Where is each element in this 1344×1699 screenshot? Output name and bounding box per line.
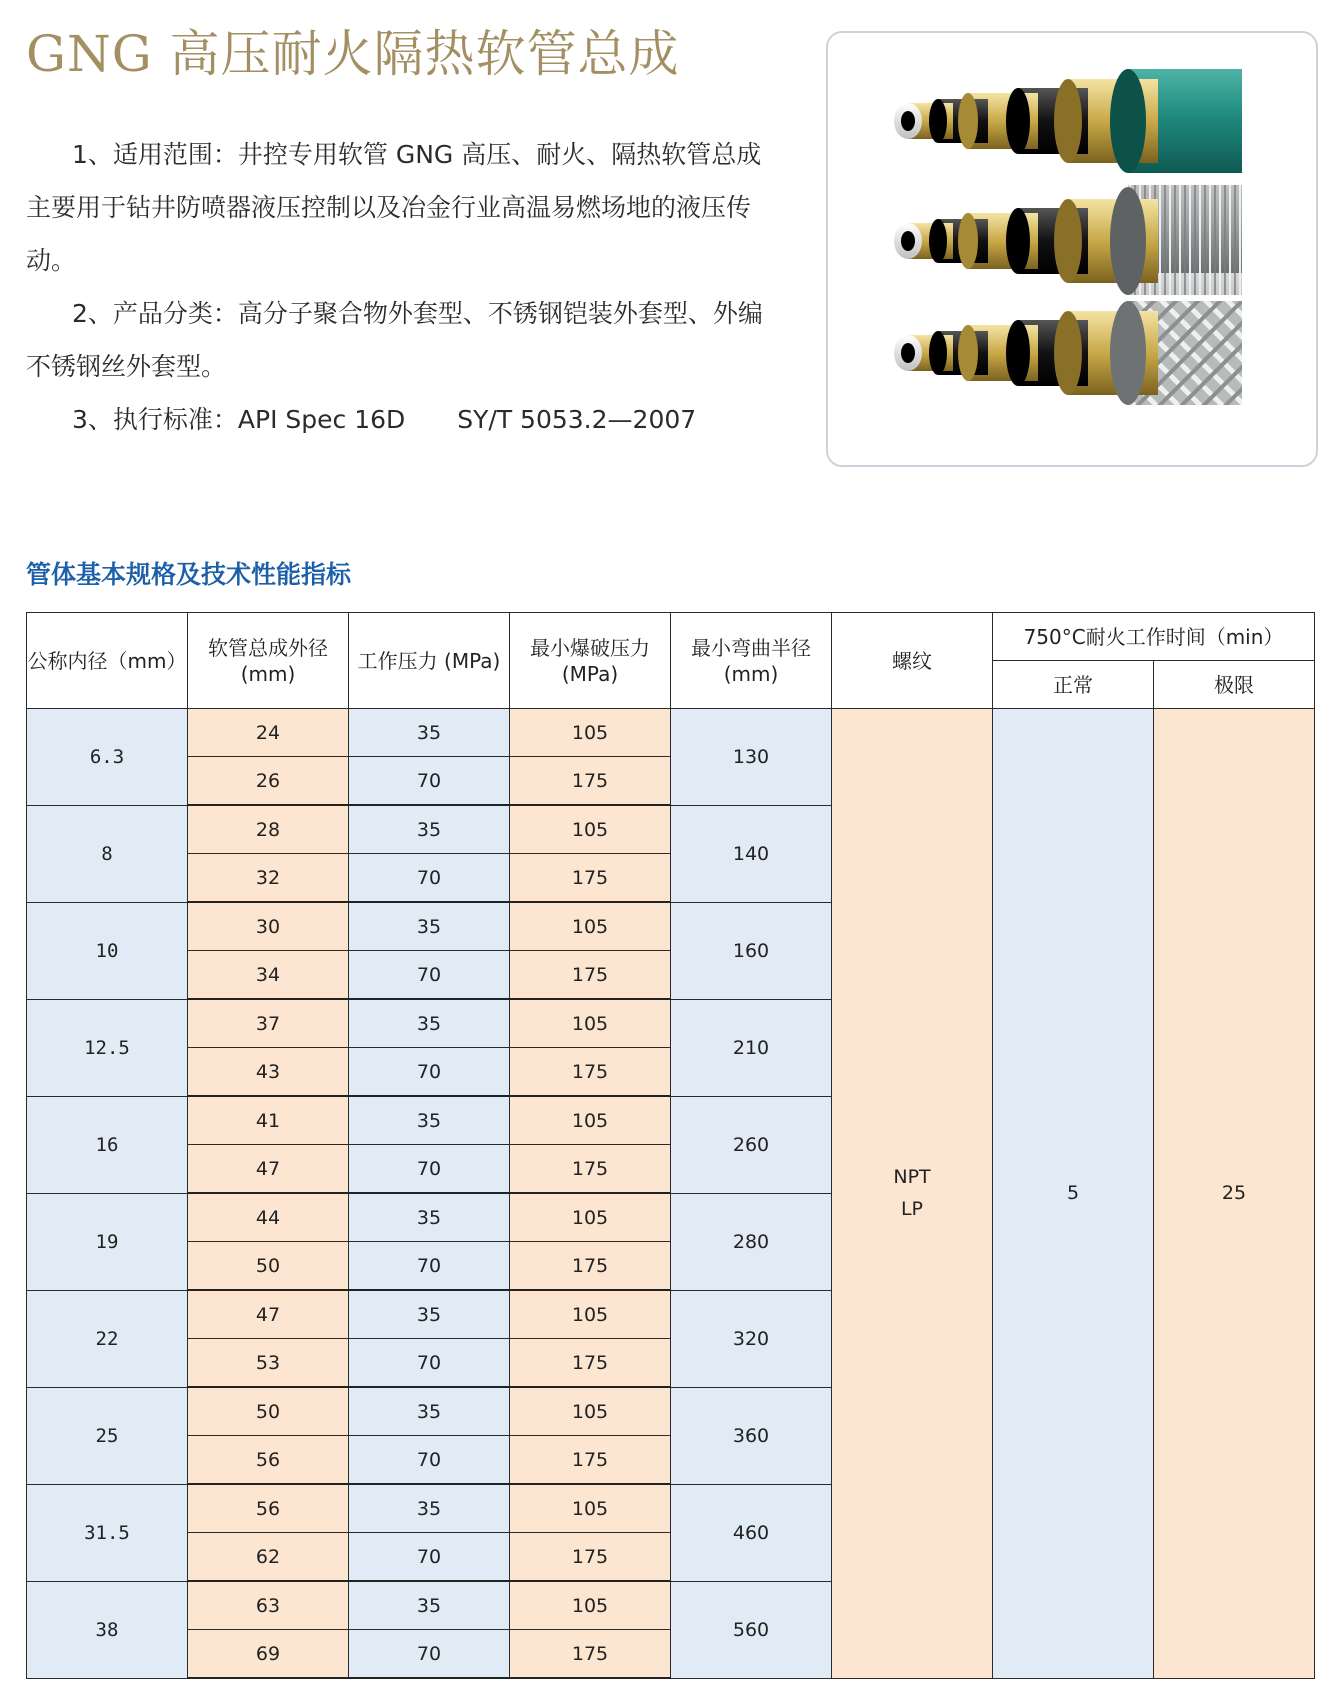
cell-burst-pressure: 105 — [510, 902, 671, 951]
cell-outer-diameter: 62 — [188, 1533, 349, 1582]
cell-working-pressure: 35 — [349, 805, 510, 854]
standard-api: 3、执行标准：API Spec 16D — [72, 405, 406, 434]
cell-burst-pressure: 175 — [510, 1242, 671, 1291]
cell-burst-pressure: 175 — [510, 854, 671, 903]
cell-fire-limit: 25 — [1154, 709, 1315, 1679]
cell-working-pressure: 70 — [349, 1339, 510, 1388]
cell-working-pressure: 70 — [349, 1630, 510, 1679]
cell-outer-diameter: 34 — [188, 951, 349, 1000]
cell-burst-pressure: 175 — [510, 951, 671, 1000]
cell-burst-pressure: 105 — [510, 1290, 671, 1339]
cell-bend-radius: 320 — [671, 1290, 832, 1387]
cell-working-pressure: 70 — [349, 1242, 510, 1291]
table-row — [27, 709, 1315, 757]
cell-nominal-id: 10 — [27, 902, 188, 999]
cell-nominal-id: 25 — [27, 1387, 188, 1484]
cell-burst-pressure: 105 — [510, 1387, 671, 1436]
cell-outer-diameter: 26 — [188, 757, 349, 806]
intro-scope: 1、适用范围：井控专用软管 GNG 高压、耐火、隔热软管总成主要用于钻井防喷器液压控制以及冶金行业高温易燃场地的液压传动。 — [26, 140, 762, 275]
header-burst-pressure: 最小爆破压力 (MPa) — [510, 613, 671, 709]
section-title: 管体基本规格及技术性能指标 — [26, 560, 352, 589]
cell-outer-diameter: 37 — [188, 999, 349, 1048]
header-limit: 极限 — [1154, 661, 1315, 709]
cell-burst-pressure: 175 — [510, 1630, 671, 1679]
cell-working-pressure: 70 — [349, 1048, 510, 1097]
cell-working-pressure: 70 — [349, 757, 510, 806]
cell-outer-diameter: 50 — [188, 1387, 349, 1436]
cell-nominal-id: 8 — [27, 805, 188, 902]
header-bend-radius: 最小弯曲半径 (mm) — [671, 613, 832, 709]
hose-illustration — [828, 33, 1316, 465]
cell-bend-radius: 560 — [671, 1581, 832, 1678]
cell-burst-pressure: 175 — [510, 757, 671, 806]
cell-outer-diameter: 28 — [188, 805, 349, 854]
header-normal: 正常 — [993, 661, 1154, 709]
cell-outer-diameter: 50 — [188, 1242, 349, 1291]
cell-burst-pressure: 175 — [510, 1339, 671, 1388]
cell-working-pressure: 70 — [349, 1145, 510, 1194]
standard-sy: SY/T 5053.2—2007 — [457, 405, 697, 434]
cell-working-pressure: 35 — [349, 1193, 510, 1242]
intro-classification: 2、产品分类：高分子聚合物外套型、不锈钢铠装外套型、外编不锈钢丝外套型。 — [26, 299, 763, 381]
cell-outer-diameter: 56 — [188, 1484, 349, 1533]
hose-braided — [894, 301, 1242, 405]
cell-nominal-id: 19 — [27, 1193, 188, 1290]
hose-polymer — [894, 69, 1242, 173]
cell-working-pressure: 35 — [349, 1096, 510, 1145]
thread-type-npt: NPT — [893, 1166, 931, 1189]
cell-outer-diameter: 43 — [188, 1048, 349, 1097]
cell-working-pressure: 70 — [349, 1533, 510, 1582]
cell-outer-diameter: 32 — [188, 854, 349, 903]
cell-burst-pressure: 105 — [510, 1484, 671, 1533]
cell-bend-radius: 160 — [671, 902, 832, 999]
cell-burst-pressure: 105 — [510, 1581, 671, 1630]
cell-working-pressure: 35 — [349, 1387, 510, 1436]
cell-bend-radius: 130 — [671, 709, 832, 806]
cell-bend-radius: 360 — [671, 1387, 832, 1484]
cell-working-pressure: 35 — [349, 1290, 510, 1339]
cell-nominal-id: 16 — [27, 1096, 188, 1193]
cell-burst-pressure: 105 — [510, 805, 671, 854]
header-fire-time: 750°C耐火工作时间（min） — [993, 613, 1315, 661]
header-thread: 螺纹 — [832, 613, 993, 709]
cell-nominal-id: 22 — [27, 1290, 188, 1387]
cell-working-pressure: 70 — [349, 1436, 510, 1485]
spec-table — [26, 612, 1315, 1679]
cell-outer-diameter: 47 — [188, 1290, 349, 1339]
cell-outer-diameter: 41 — [188, 1096, 349, 1145]
cell-outer-diameter: 56 — [188, 1436, 349, 1485]
cell-burst-pressure: 175 — [510, 1533, 671, 1582]
cell-burst-pressure: 105 — [510, 1096, 671, 1145]
cell-thread — [832, 709, 993, 1679]
header-outer-diameter: 软管总成外径 (mm) — [188, 613, 349, 709]
cell-outer-diameter: 63 — [188, 1581, 349, 1630]
cell-burst-pressure: 105 — [510, 1193, 671, 1242]
header-nominal-id: 公称内径（mm） — [27, 613, 188, 709]
cell-bend-radius: 460 — [671, 1484, 832, 1581]
cell-outer-diameter: 24 — [188, 709, 349, 757]
cell-nominal-id: 31.5 — [27, 1484, 188, 1581]
cell-bend-radius: 280 — [671, 1193, 832, 1290]
page-title: GNG 高压耐火隔热软管总成 — [26, 25, 680, 83]
cell-burst-pressure: 175 — [510, 1048, 671, 1097]
cell-burst-pressure: 105 — [510, 709, 671, 757]
header-working-pressure: 工作压力 (MPa) — [349, 613, 510, 709]
cell-bend-radius: 210 — [671, 999, 832, 1096]
intro-text — [26, 128, 771, 446]
cell-nominal-id: 6.3 — [27, 709, 188, 806]
cell-nominal-id: 12.5 — [27, 999, 188, 1096]
thread-type-lp: LP — [900, 1198, 924, 1221]
cell-burst-pressure: 105 — [510, 999, 671, 1048]
cell-working-pressure: 35 — [349, 1581, 510, 1630]
cell-burst-pressure: 175 — [510, 1436, 671, 1485]
cell-bend-radius: 260 — [671, 1096, 832, 1193]
cell-outer-diameter: 47 — [188, 1145, 349, 1194]
cell-fire-normal: 5 — [993, 709, 1154, 1679]
cell-working-pressure: 70 — [349, 854, 510, 903]
cell-nominal-id: 38 — [27, 1581, 188, 1678]
cell-working-pressure: 35 — [349, 999, 510, 1048]
cell-outer-diameter: 44 — [188, 1193, 349, 1242]
cell-burst-pressure: 175 — [510, 1145, 671, 1194]
cell-outer-diameter: 69 — [188, 1630, 349, 1679]
cell-outer-diameter: 30 — [188, 902, 349, 951]
product-image — [826, 31, 1318, 467]
hose-armored — [894, 185, 1242, 295]
cell-working-pressure: 70 — [349, 951, 510, 1000]
intro-standards — [26, 393, 771, 446]
cell-working-pressure: 35 — [349, 1484, 510, 1533]
cell-bend-radius: 140 — [671, 805, 832, 902]
cell-working-pressure: 35 — [349, 902, 510, 951]
cell-outer-diameter: 53 — [188, 1339, 349, 1388]
cell-working-pressure: 35 — [349, 709, 510, 757]
